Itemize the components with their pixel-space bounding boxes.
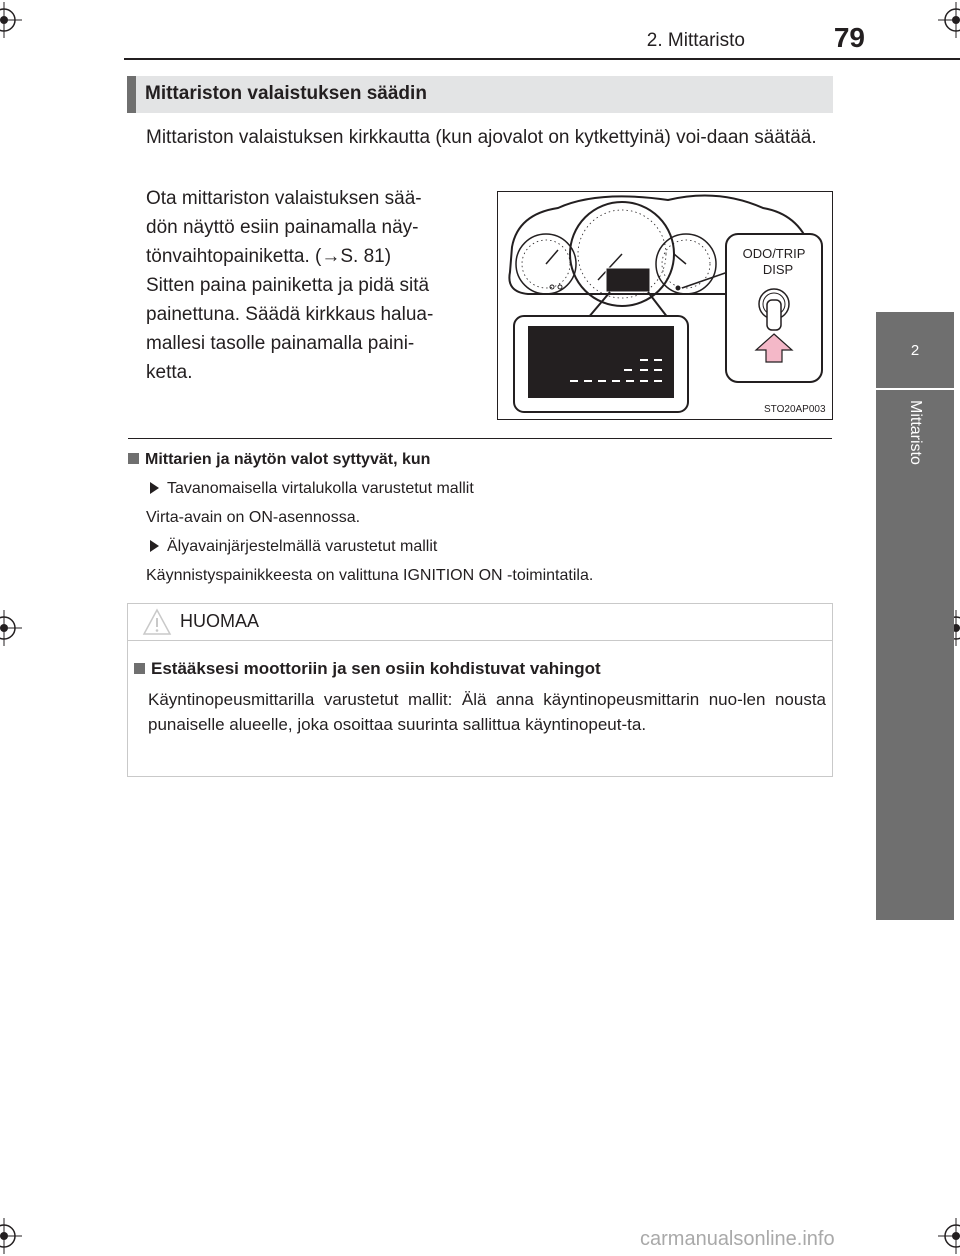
button-label-odo: ODO/TRIP (742, 246, 806, 261)
registration-mark-icon (938, 1218, 960, 1254)
instruction-line: Ota mittariston valaistuksen sää- (146, 188, 422, 209)
watermark: carmanualsonline.info (640, 1228, 835, 1250)
intro-paragraph: Mittariston valaistuksen kirkkautta (kun ajovalot on kytkettyinä) voi-daan säätää. (146, 127, 817, 148)
section-banner (127, 76, 833, 113)
square-bullet-icon (128, 453, 139, 464)
instrument-cluster-illustration (497, 191, 833, 420)
chapter-tab-label: Mittaristo (907, 400, 924, 465)
registration-mark-icon (0, 610, 22, 646)
caution-title: HUOMAA (180, 611, 260, 631)
cluster-drawing (498, 192, 832, 419)
chapter-tab-number: 2 (876, 312, 954, 388)
instruction-line: tönvaihtopainiketta. (→S. 81) (146, 246, 392, 267)
registration-mark-icon (0, 2, 22, 38)
triangle-bullet-icon (150, 540, 159, 552)
instruction-line: ketta. (146, 362, 193, 383)
info-heading: Mittarien ja näytön valot syttyvät, kun (128, 451, 430, 469)
warning-triangle-icon (142, 608, 172, 636)
header-rule (124, 58, 960, 60)
caution-heading: Estääksesi moottoriin ja sen osiin kohdistuvat vahingot (134, 659, 601, 679)
chapter-title: 2. Mittaristo (646, 30, 745, 51)
square-bullet-icon (134, 663, 145, 674)
instruction-paragraph (146, 184, 476, 387)
triangle-bullet-icon (150, 482, 159, 494)
page-number: 79 (833, 22, 865, 53)
caution-text: Käyntinopeusmittarilla varustetut mallit: Älä anna käyntinopeusmittarin nuo-len nousta punaiselle alueelle, joka osoittaa suurinta sallittua käyntinopeut-ta. (148, 690, 826, 734)
display-screen (606, 268, 650, 292)
instruction-line: dön näyttö esiin painamalla näy- (146, 217, 419, 238)
instruction-line: mallesi tasolle painamalla paini- (146, 333, 415, 354)
instruction-line: painettuna. Säädä kirkkaus halua- (146, 304, 434, 325)
button-label-disp: DISP (762, 262, 794, 277)
registration-mark-icon (0, 1218, 22, 1254)
registration-mark-icon (938, 2, 960, 38)
instruction-line: Sitten paina painiketta ja pidä sitä (146, 275, 430, 296)
condition-text: Virta-avain on ON-asennossa. (146, 509, 361, 526)
condition-item: Älyavainjärjestelmällä varustetut mallit (150, 538, 437, 556)
condition-item: Tavanomaisella virtalukolla varustetut mallit (150, 480, 474, 498)
section-separator (128, 438, 832, 439)
condition-text: Käynnistyspainikkeesta on valittuna IGNITION ON -toimintatila. (146, 567, 594, 584)
section-title: Mittariston valaistuksen säädin (145, 83, 427, 104)
figure-caption: STO20AP003 (764, 404, 826, 415)
